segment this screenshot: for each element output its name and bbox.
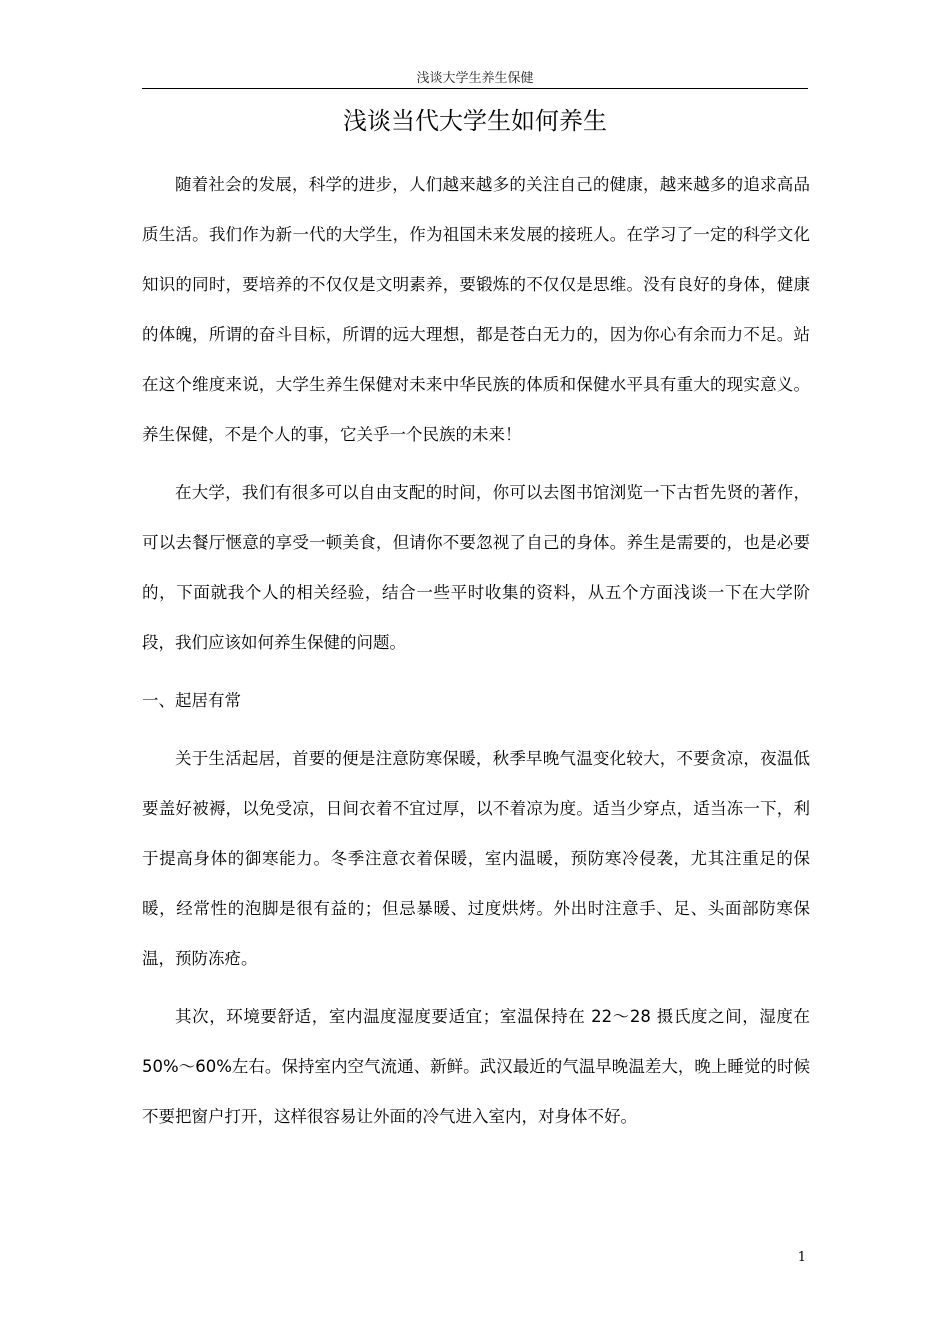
- header-rule: [142, 88, 808, 89]
- paragraph: 在大学，我们有很多可以自由支配的时间，你可以去图书馆浏览一下古哲先贤的著作，可以去餐厅惬意的享受一顿美食，但请你不要忽视了自己的身体。养生是需要的，也是必要的，下面就我个人的相关经验，结合一些平时收集的资料，从五个方面浅谈一下在大学阶段，我们应该如何养生保健的问题。: [142, 483, 810, 652]
- paragraph: 随着社会的发展，科学的进步，人们越来越多的关注自己的健康，越来越多的追求高品质生活。我们作为新一代的大学生，作为祖国未来发展的接班人。在学习了一定的科学文化知识的同时，要培养的不仅仅是文明素养，要锻炼的不仅仅是思维。没有良好的身体，健康的体魄，所谓的奋斗目标，所谓的远大理想，都是苍白无力的，因为你心有余而力不足。站在这个维度来说，大学生养生保健对未来中华民族的体质和保健水平具有重大的现实意义。养生保健，不是个人的事，它关乎一个民族的未来！: [142, 175, 810, 444]
- document-body: [142, 160, 810, 1150]
- paragraph: 其次，环境要舒适，室内温度湿度要适宜；室温保持在 22～28 摄氏度之间，湿度在50%～60%左右。保持室内空气流通、新鲜。武汉最近的气温早晚温差大，晚上睡觉的时候不要把窗户打开，这样很容易让外面的冷气进入室内，对身体不好。: [142, 1007, 810, 1126]
- page-number: 1: [797, 1250, 806, 1265]
- document-title: 浅谈当代大学生如何养生: [343, 107, 607, 135]
- paragraph: 关于生活起居，首要的便是注意防寒保暖，秋季早晚气温变化较大，不要贪凉，夜温低要盖好被褥，以免受凉，日间衣着不宜过厚，以不着凉为度。适当少穿点，适当冻一下，利于提高身体的御寒能力。冬季注意衣着保暖，室内温暖，预防寒冷侵袭，尤其注重足的保暖，经常性的泡脚是很有益的；但忌暴暖、过度烘烤。外出时注意手、足、头面部防寒保温，预防冻疮。: [142, 749, 810, 968]
- running-header: 浅谈大学生养生保健: [416, 71, 534, 86]
- section-heading: 一、起居有常: [142, 691, 241, 710]
